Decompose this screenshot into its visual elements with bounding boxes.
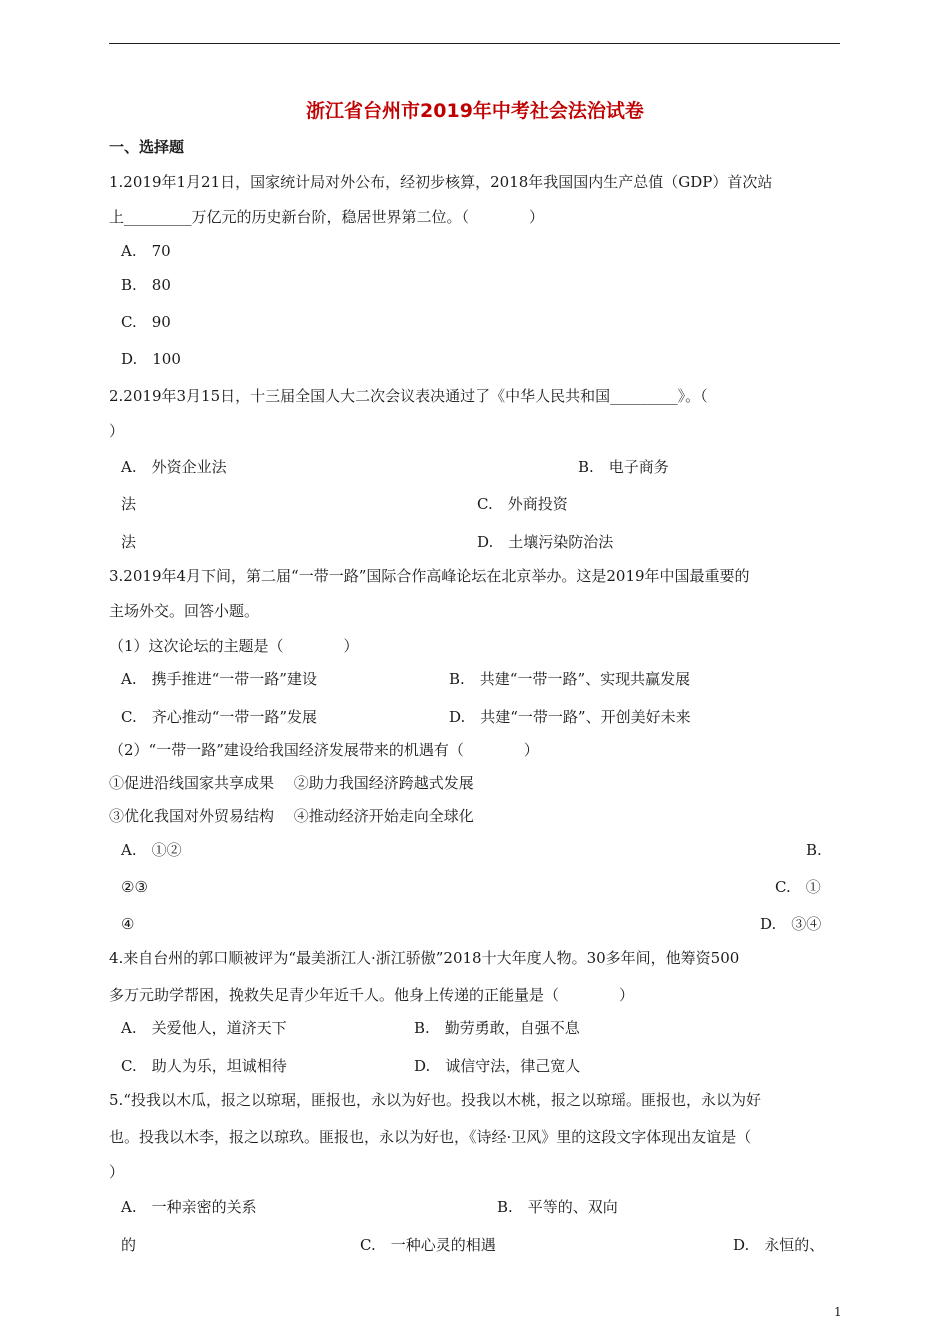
q5-option-d[interactable]: D. 永恒的、 — [733, 1236, 825, 1254]
q3-stem-line1: 3.2019年4月下间，第二届“一带一路”国际合作高峰论坛在北京举办。这是2019年中国最重要的 — [109, 567, 750, 585]
q4-option-b[interactable]: B. 勤劳勇敢，自强不息 — [414, 1019, 580, 1037]
q3-sub2-option-d[interactable]: D. ③④ — [760, 915, 822, 933]
q5-option-b-wrap: 的 — [121, 1236, 137, 1254]
q2-option-c[interactable]: C. 外商投资 — [477, 495, 568, 513]
q3-sub1-option-b[interactable]: B. 共建“一带一路”、实现共赢发展 — [449, 670, 691, 688]
q2-stem-line2: ） — [109, 422, 125, 440]
q1-stem-line2: 上_________万亿元的历史新台阶，稳居世界第二位。（ ） — [109, 208, 545, 226]
q4-stem-line1: 4.来自台州的郭口顺被评为“最美浙江人·浙江骄傲”2018十大年度人物。30多年间，他筹资500 — [109, 949, 740, 967]
q3-sub2-option-c-wrap: ④ — [121, 915, 135, 933]
page-number: 1 — [834, 1305, 842, 1319]
q1-option-b[interactable]: B. 80 — [121, 276, 171, 294]
section-heading: 一、选择题 — [109, 138, 185, 156]
q3-sub2-option-a[interactable]: A. ①② — [121, 841, 182, 859]
q2-option-d[interactable]: D. 土壤污染防治法 — [477, 533, 614, 551]
q3-sub2-stem: （2）“一带一路”建设给我国经济发展带来的机遇有（ ） — [109, 741, 539, 759]
q3-sub1-stem: （1）这次论坛的主题是（ ） — [109, 637, 359, 655]
q1-option-c[interactable]: C. 90 — [121, 313, 171, 331]
q5-option-a[interactable]: A. 一种亲密的关系 — [121, 1198, 257, 1216]
q1-option-d[interactable]: D. 100 — [121, 350, 181, 368]
q5-stem-line2: 也。投我以木李，报之以琼玖。匪报也，永以为好也，《诗经·卫风》里的这段文字体现出友谊是（ — [109, 1128, 752, 1146]
q4-stem-line2: 多万元助学帮困，挽救失足青少年近千人。他身上传递的正能量是（ ） — [109, 986, 635, 1004]
q4-option-a[interactable]: A. 关爱他人，道济天下 — [121, 1019, 287, 1037]
q2-stem-line1: 2.2019年3月15日，十三届全国人大二次会议表决通过了《中华人民共和国_________》。（ — [109, 387, 708, 405]
q3-sub1-option-c[interactable]: C. 齐心推动“一带一路”发展 — [121, 708, 318, 726]
q5-option-c[interactable]: C. 一种心灵的相遇 — [360, 1236, 496, 1254]
q3-sub2-option-b-wrap: ②③ — [121, 878, 148, 896]
q2-option-b[interactable]: B. 电子商务 — [578, 458, 669, 476]
q1-option-a[interactable]: A. 70 — [121, 242, 171, 260]
q5-stem-line3: ） — [109, 1163, 125, 1181]
q3-sub1-option-a[interactable]: A. 携手推进“一带一路”建设 — [121, 670, 317, 688]
q2-option-c-wrap: 法 — [121, 533, 137, 551]
q2-option-a[interactable]: A. 外资企业法 — [121, 458, 227, 476]
q3-sub2-items-row1: ①促进沿线国家共享成果 ②助力我国经济跨越式发展 — [109, 774, 474, 792]
header-rule — [109, 43, 840, 44]
q4-option-d[interactable]: D. 诚信守法，律己宽人 — [414, 1057, 581, 1075]
q5-stem-line1: 5.“投我以木瓜，报之以琼琚，匪报也，永以为好也。投我以木桃，报之以琼瑶。匪报也，永以为好 — [109, 1091, 761, 1109]
q3-sub1-option-d[interactable]: D. 共建“一带一路”、开创美好未来 — [449, 708, 691, 726]
q3-sub2-option-b[interactable]: B. — [806, 841, 822, 859]
q3-stem-line2: 主场外交。回答小题。 — [109, 602, 260, 620]
page-title: 浙江省台州市2019年中考社会法治试卷 — [306, 100, 644, 122]
q5-option-b[interactable]: B. 平等的、双向 — [497, 1198, 618, 1216]
q2-option-b-wrap: 法 — [121, 495, 137, 513]
q3-sub2-option-c[interactable]: C. ① — [775, 878, 821, 896]
q3-sub2-items-row2: ③优化我国对外贸易结构 ④推动经济开始走向全球化 — [109, 807, 474, 825]
q1-stem-line1: 1.2019年1月21日，国家统计局对外公布，经初步核算，2018年我国国内生产总值（GDP）首次站 — [109, 173, 773, 191]
q4-option-c[interactable]: C. 助人为乐，坦诚相待 — [121, 1057, 287, 1075]
